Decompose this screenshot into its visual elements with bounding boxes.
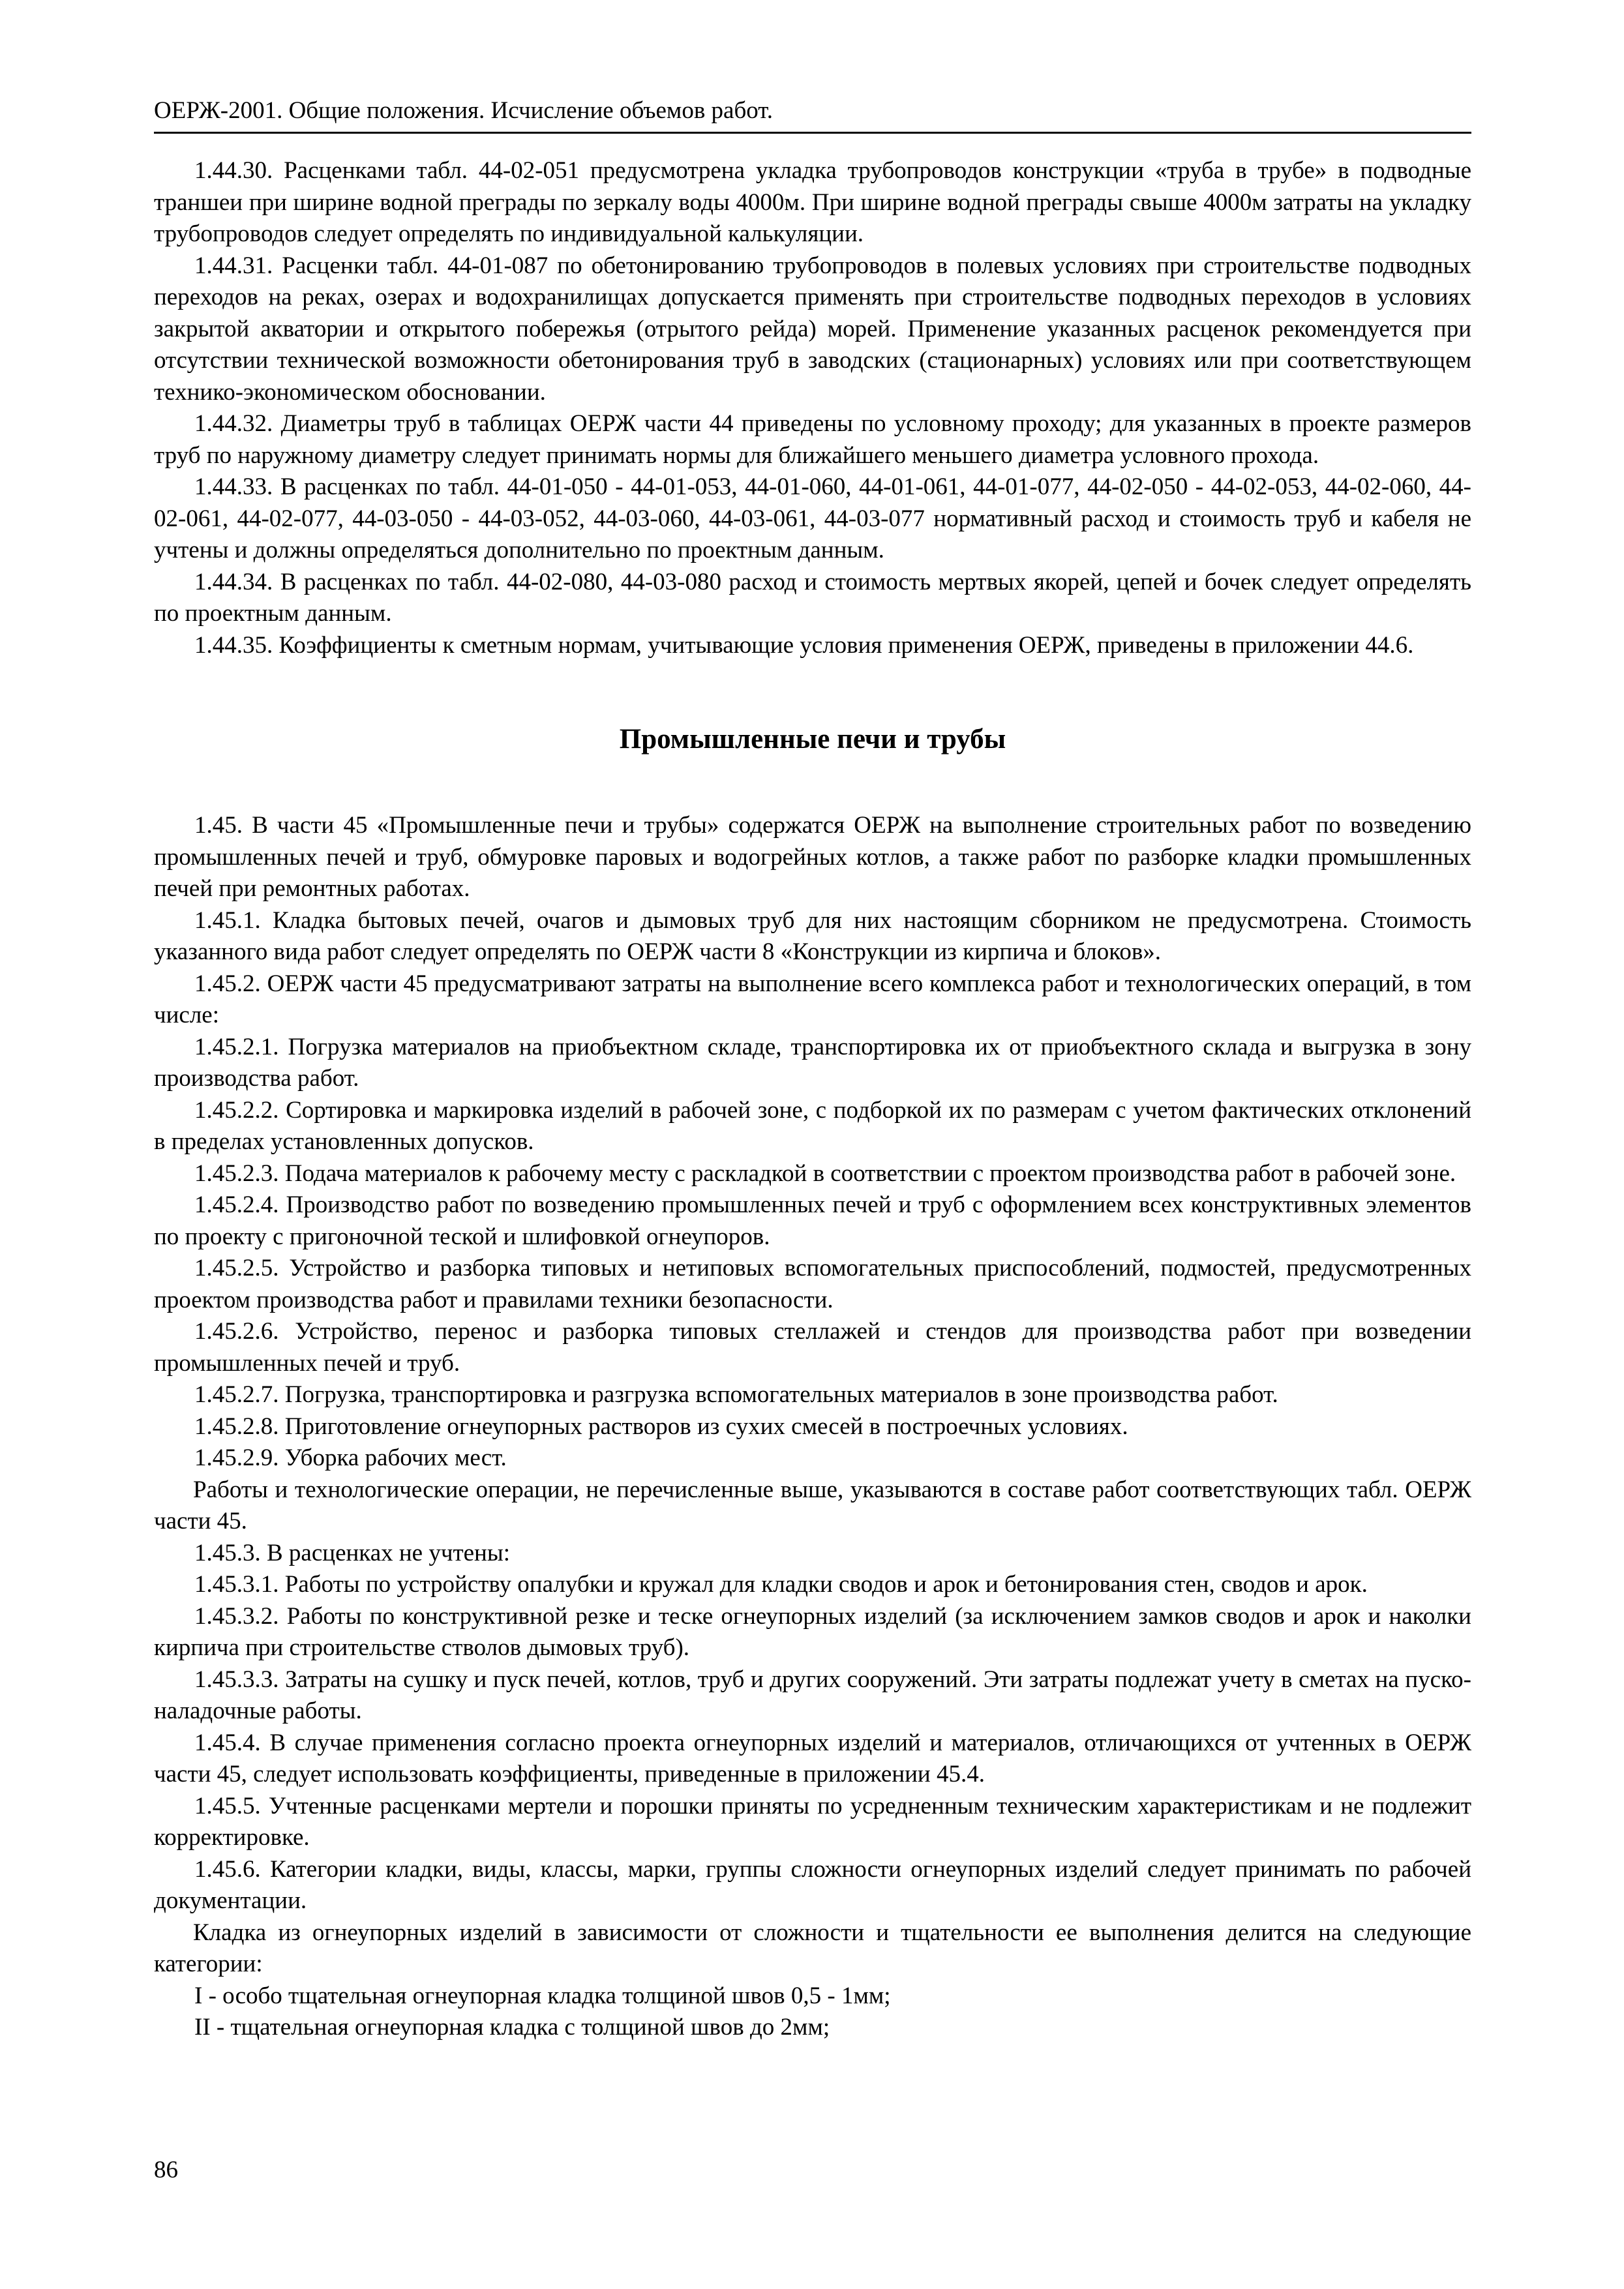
running-header: ОЕРЖ-2001. Общие положения. Исчисление объемов работ.	[154, 97, 1471, 134]
paragraph-other-operations: Работы и технологические операции, не перечисленные выше, указываются в составе работ соответствующих табл. ОЕРЖ части 45.	[154, 1476, 1471, 1534]
paragraph-1-45-4: 1.45.4. В случае применения согласно проекта огнеупорных изделий и материалов, отличающихся от учтенных в ОЕРЖ части 45, следует использовать коэффициенты, приведенные в приложении 45.4.	[154, 1729, 1471, 1788]
paragraph-1-45-2-1: 1.45.2.1. Погрузка материалов на приобъектном складе, транспортировка их от приобъектного склада и выгрузка в зону производства работ.	[154, 1033, 1471, 1092]
paragraph-1-45-2-3: 1.45.2.3. Подача материалов к рабочему месту с раскладкой в соответствии с проектом производства работ в рабочей зоне.	[194, 1159, 1456, 1187]
page-number: 86	[154, 2157, 178, 2183]
paragraph-1-45-2-4: 1.45.2.4. Производство работ по возведению промышленных печей и труб с оформлением всех конструктивных элементов по проекту с пригоночной теской и шлифовкой огнеупоров.	[154, 1191, 1471, 1250]
paragraph-category-ii: II - тщательная огнеупорная кладка с толщиной швов до 2мм;	[194, 2014, 830, 2041]
paragraph-1-44-35: 1.44.35. Коэффициенты к сметным нормам, учитывающие условия применения ОЕРЖ, приведены в приложении 44.6.	[194, 631, 1414, 659]
paragraph-masonry-categories: Кладка из огнеупорных изделий в зависимости от сложности и тщательности ее выполнения делится на следующие категории:	[154, 1919, 1471, 1977]
paragraph-1-45-6: 1.45.6. Категории кладки, виды, классы, марки, группы сложности огнеупорных изделий следует принимать по рабочей документации.	[154, 1855, 1471, 1914]
paragraph-1-45-3-1: 1.45.3.1. Работы по устройству опалубки и кружал для кладки сводов и арок и бетонирования стен, сводов и арок.	[194, 1571, 1368, 1598]
paragraph-1-45-3-2: 1.45.3.2. Работы по конструктивной резке и теске огнеупорных изделий (за исключением замков сводов и арок и наколки кирпича при строительстве стволов дымовых труб).	[154, 1602, 1471, 1661]
paragraph-1-45-3: 1.45.3. В расценках не учтены:	[194, 1539, 510, 1566]
paragraph-category-i: I - особо тщательная огнеупорная кладка толщиной швов 0,5 - 1мм;	[194, 1982, 891, 2009]
paragraph-1-44-31: 1.44.31. Расценки табл. 44-01-087 по обетонированию трубопроводов в полевых условиях при строительстве подводных переходов на реках, озерах и водохранилищах допускается применять при строительстве подводных переходов в условиях закрытой акватории и открытого побережья (отрытого рейда) морей. Применение указанных расценок рекомендуется при отсутствии технической возможности обетонирования труб в заводских (стационарных) условиях или при соответствующем технико-экономическом обосновании.	[154, 252, 1471, 406]
paragraph-1-45-2-8: 1.45.2.8. Приготовление огнеупорных растворов из сухих смесей в построечных условиях.	[194, 1413, 1128, 1440]
paragraph-1-45-2-7: 1.45.2.7. Погрузка, транспортировка и разгрузка вспомогательных материалов в зоне производства работ.	[194, 1381, 1278, 1408]
paragraph-1-44-30: 1.44.30. Расценками табл. 44-02-051 предусмотрена укладка трубопроводов конструкции «труба в трубе» в подводные траншеи при ширине водной преграды по зеркалу воды 4000м. При ширине водной преграды свыше 4000м затраты на укладку трубопроводов следует определять по индивидуальной калькуляции.	[154, 157, 1471, 247]
paragraph-1-45-2-2: 1.45.2.2. Сортировка и маркировка изделий в рабочей зоне, с подборкой их по размерам с учетом фактических отклонений в пределах установленных допусков.	[154, 1096, 1471, 1155]
paragraph-1-45-5: 1.45.5. Учтенные расценками мертели и порошки приняты по усредненным техническим характеристикам и не подлежит корректировке.	[154, 1792, 1471, 1851]
paragraph-1-45: 1.45. В части 45 «Промышленные печи и трубы» содержатся ОЕРЖ на выполнение строительных работ по возведению промышленных печей и труб, обмуровке паровых и водогрейных котлов, а также работ по разборке кладки промышленных печей при ремонтных работах.	[154, 812, 1471, 902]
paragraph-1-45-2-6: 1.45.2.6. Устройство, перенос и разборка типовых стеллажей и стендов для производства работ при возведении промышленных печей и труб.	[154, 1318, 1471, 1377]
paragraph-1-44-33: 1.44.33. В расценках по табл. 44-01-050 - 44-01-053, 44-01-060, 44-01-061, 44-01-077, 44-02-050 - 44-02-053, 44-02-060, 44-02-061, 44-02-077, 44-03-050 - 44-03-052, 44-03-060, 44-03-061, 44-03-077 нормативный расход и стоимость труб и кабеля не учтены и должны определяться дополнительно по проектным данным.	[154, 473, 1471, 563]
paragraph-1-45-3-3: 1.45.3.3. Затраты на сушку и пуск печей, котлов, труб и других сооружений. Эти затраты подлежат учету в сметах на пуско-наладочные работы.	[154, 1666, 1471, 1724]
page-body	[154, 155, 1471, 2044]
section-heading: Промышленные печи и трубы	[619, 724, 1006, 755]
paragraph-1-44-32: 1.44.32. Диаметры труб в таблицах ОЕРЖ части 44 приведены по условному проходу; для указанных в проекте размеров труб по наружному диаметру следует принимать нормы для ближайшего меньшего диаметра условного прохода.	[154, 410, 1471, 469]
paragraph-1-45-2-9: 1.45.2.9. Уборка рабочих мест.	[194, 1444, 507, 1471]
paragraph-1-45-1: 1.45.1. Кладка бытовых печей, очагов и дымовых труб для них настоящим сборником не предусмотрена. Стоимость указанного вида работ следует определять по ОЕРЖ части 8 «Конструкции из кирпича и блоков».	[154, 906, 1471, 965]
paragraph-1-44-34: 1.44.34. В расценках по табл. 44-02-080, 44-03-080 расход и стоимость мертвых якорей, цепей и бочек следует определять по проектным данным.	[154, 568, 1471, 627]
paragraph-1-45-2-5: 1.45.2.5. Устройство и разборка типовых и нетиповых вспомогательных приспособлений, подмостей, предусмотренных проектом производства работ и правилами техники безопасности.	[154, 1255, 1471, 1313]
paragraph-1-45-2: 1.45.2. ОЕРЖ части 45 предусматривают затраты на выполнение всего комплекса работ и технологических операций, в том числе:	[154, 970, 1471, 1028]
